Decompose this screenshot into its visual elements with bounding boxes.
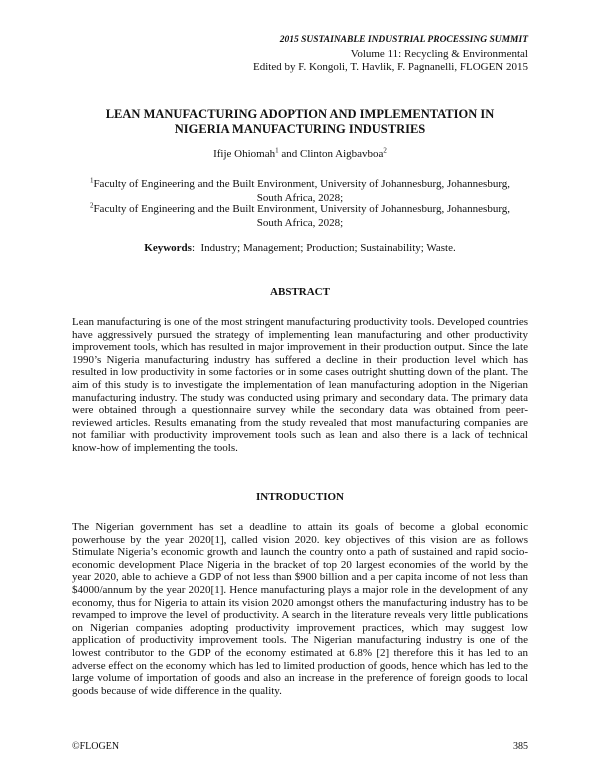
volume-line: Volume 11: Recycling & Environmental bbox=[350, 47, 528, 60]
author-1-name: Ifije Ohiomah bbox=[213, 148, 276, 160]
author-2-sup: 2 bbox=[383, 146, 387, 155]
affiliation-1-line-2: South Africa, 2028; bbox=[256, 191, 344, 204]
affiliation-2-line-1: Faculty of Engineering and the Built Environment, University of Johannesburg, Johannesburg, bbox=[93, 203, 511, 215]
affiliation-2-sup: 2 bbox=[89, 201, 94, 210]
proceedings-header bbox=[253, 34, 528, 75]
affiliation-1-line-1: Faculty of Engineering and the Built Environment, University of Johannesburg, Johannesburg, bbox=[93, 178, 511, 190]
abstract-text: Lean manufacturing is one of the most stringent manufacturing productivity tools. Developed countries have aggressively pursued the strategy of implementing lean manufacturing and other productivity improvement tools, which has resulted in major improvement in their production output. Since the late 1990’s Nigeria manufacturing industry has suffered a decline in their production level which has resulted in low productivity in some factories or in some cases outright shutting down of the plant. The aim of this study is to investigate the implementation of lean manufacturing adoption in the Nigerian manufacturing industry. The study was conducted using primary and secondary data. The primary data were obtained through a questionnaire survey while the secondary data was obtained from peer-reviewed articles. Results emanating from the study revealed that most manufacturing companies are not familiar with productivity improvement tools such as lean and also there is a lack of technical know-how of implementing the tools. bbox=[72, 316, 528, 454]
editors-line: Edited by F. Kongoli, T. Havlik, F. Pagnanelli, FLOGEN 2015 bbox=[253, 61, 528, 73]
affiliation-2 bbox=[80, 203, 520, 230]
introduction-heading: INTRODUCTION bbox=[255, 491, 344, 503]
keywords bbox=[60, 242, 540, 254]
keywords-label: Keywords bbox=[144, 242, 192, 254]
keywords-text: : Industry; Management; Production; Sustainability; Waste. bbox=[191, 242, 456, 254]
author-and: and bbox=[278, 148, 300, 160]
page-number: 385 bbox=[513, 741, 528, 752]
title-line-1: LEAN MANUFACTURING ADOPTION AND IMPLEMENTATION IN bbox=[105, 107, 495, 121]
title-line-2: NIGERIA MANUFACTURING INDUSTRIES bbox=[174, 122, 426, 136]
affiliation-1-sup: 1 bbox=[89, 176, 94, 185]
author-2-name: Clinton Aigbavboa bbox=[299, 148, 384, 160]
summit-name: 2015 SUSTAINABLE INDUSTRIAL PROCESSING SUMMIT bbox=[279, 35, 528, 45]
affiliation-2-line-2: South Africa, 2028; bbox=[256, 216, 344, 229]
affiliation-1 bbox=[80, 178, 520, 205]
footer-copyright: ©FLOGEN bbox=[72, 741, 120, 752]
abstract-heading: ABSTRACT bbox=[270, 286, 330, 298]
author-1-sup: 1 bbox=[275, 146, 279, 155]
introduction-text: The Nigerian government has set a deadline to attain its goals of become a global economic powerhouse by the year 2020[1], called vision 2020. key objectives of this vision are as follows Stimulate Nigeria’s economic growth and launch the country onto a path of sustained and rapid socio-economic development Place Nigeria in the bracket of top 20 largest economies of the world by the year 2020, able to achieve a GDP of not less than $900 billion and a per capita income of not less than $4000/annum by the year 2020[1]. Hence manufacturing plays a major role in the development of any economy, thus for Nigeria to attain its vision 2020 amongst others the manufacturing industry has to be revamped to improve the level of productivity. A search in the literature reveals very little publications on Nigerian companies adopting productivity improvement practices, which may suggest low application of productivity improvement tools. The Nigerian manufacturing industry is one of the lowest contributor to the GDP of the economy estimated at 6.8% [2] therefore this it has led to an adverse effect on the economy which has led to limited production of goods, hence which has led to the large volume of importation of goods and also an increase in the preference of foreign goods to local goods because of wide difference in the quality. bbox=[72, 521, 528, 697]
author-list bbox=[60, 148, 540, 160]
paper-title bbox=[60, 107, 540, 137]
